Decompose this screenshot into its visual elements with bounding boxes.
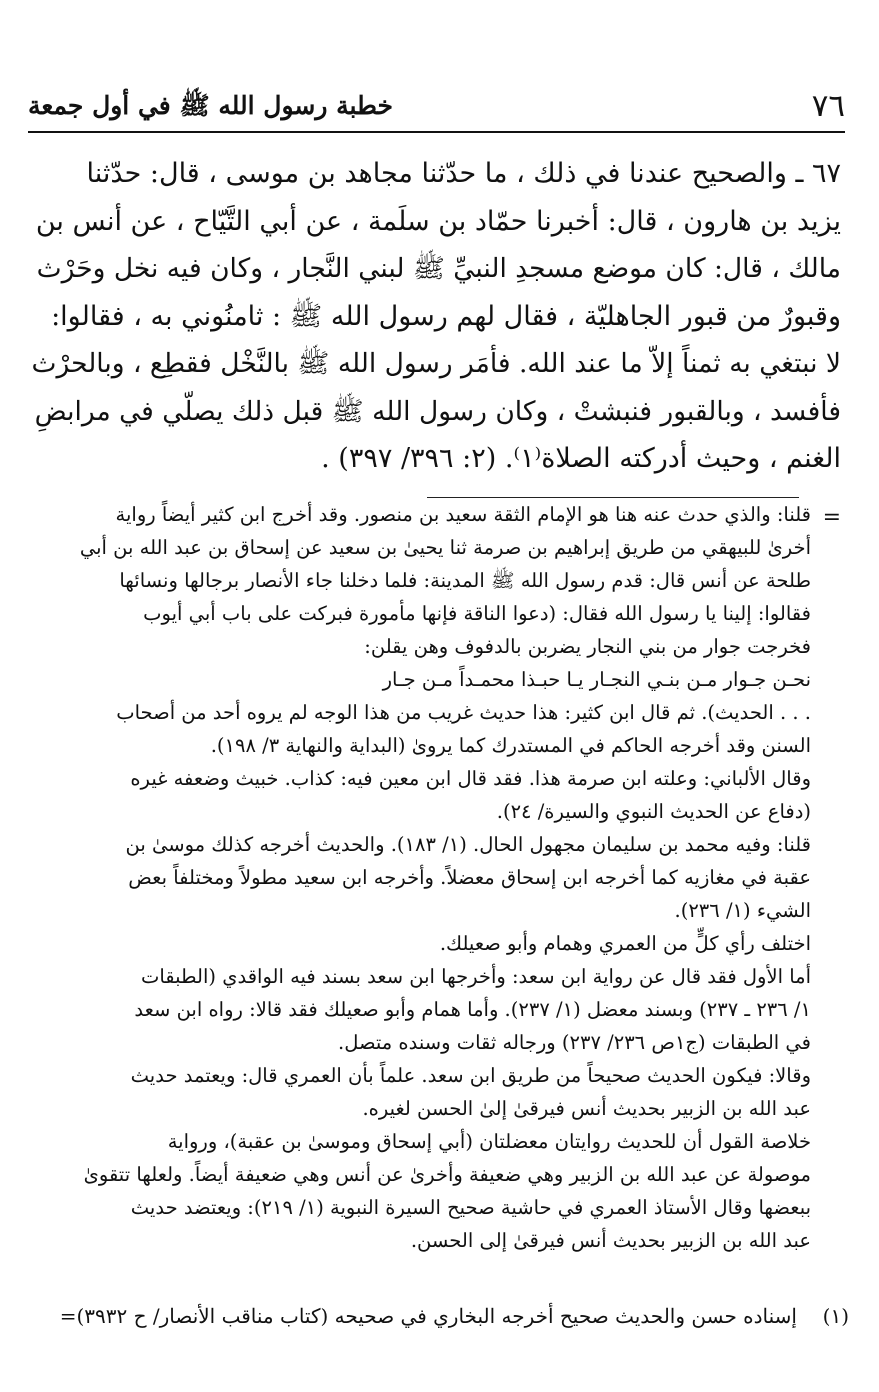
note-line: اختلف رأي كلٍّ من العمري وهمام وأبو صعيلك. (439, 932, 811, 955)
footnote-1 (40, 1296, 849, 1336)
main-text-line: الغنم ، وحيث أدركته الصلاة⁽١⁾. (٢: ٣٩٦/ ٣٩٧) . (321, 443, 841, 474)
note-line: فقالوا: إلينا يا رسول الله فقال: (دعوا الناقة فإنها مأمورة فبركت على باب أبي أيوب (143, 602, 811, 625)
note-line: عقبة في مغازيه كما أخرجه ابن إسحاق معضلاً. وأخرجه ابن سعيد مطولاً ومختلفاً بعض (128, 866, 811, 889)
running-title: خطبة رسول الله ﷺ في أول جمعة (28, 91, 394, 120)
main-text-line: يزيد بن هارون ، قال: أخبرنا حمّاد بن سلَمة ، عن أبي التَّيّاح ، عن أنس بن (35, 205, 841, 237)
note-line: عبد الله بن الزبير بحديث أنس فيرقىٰ إلى الحسن. (410, 1229, 811, 1252)
note-line: فخرجت جوار من بني النجار يضربن بالدفوف وهن يقلن: (364, 635, 811, 658)
note-line: (دفاع عن الحديث النبوي والسيرة/ ٢٤). (496, 800, 811, 823)
footnote-marker: (١) (822, 1304, 849, 1328)
main-text-line: فأفسد ، وبالقبور فنبشتْ ، وكان رسول الله ﷺ قبل ذلك يصلّي في مرابضِ (34, 395, 841, 427)
page-number: ٧٦ (811, 88, 845, 124)
continuation-marker: = (822, 505, 841, 530)
note-line: وقال الألباني: وعلته ابن صرمة هذا. فقد قال ابن معين فيه: كذاب. خبيث وضعفه غيره (130, 767, 811, 790)
page-header (28, 86, 845, 130)
main-text (30, 150, 841, 483)
note-line: ببعضها وقال الأستاذ العمري في حاشية صحيح السيرة النبوية (١/ ٢١٩): ويعتضد حديث (130, 1196, 811, 1219)
note-line: قلنا: وفيه محمد بن سليمان مجهول الحال. (١/ ١٨٣). والحديث أخرجه كذلك موسىٰ بن (125, 833, 811, 856)
note-line: السنن وقد أخرجه الحاكم في المستدرك كما يروىٰ (البداية والنهاية ٣/ ١٩٨). (210, 734, 811, 757)
main-text-line: ٦٧ ـ والصحيح عندنا في ذلك ، ما حدّثنا مجاهد بن موسى ، قال: حدّثنا (86, 158, 841, 189)
main-text-line: مالك ، قال: كان موضع مسجدِ النبيِّ ﷺ لبني النَّجار ، وكان فيه نخل وحَرْث (36, 253, 841, 284)
poem-line: نحـن جـوار مـن بنـي النجـار يـا حبـذا محمـداً مـن جـار (382, 668, 811, 691)
note-line: أما الأول فقد قال عن رواية ابن سعد: وأخرجها ابن سعد بسند فيه الواقدي (الطبقات (141, 965, 811, 988)
note-line: عبد الله بن الزبير بحديث أنس فيرقىٰ إلىٰ الحسن لغيره. (362, 1097, 811, 1120)
header-rule (28, 131, 845, 133)
note-line: الشيء (١/ ٢٣٦). (674, 899, 811, 922)
note-line: أخرىٰ للبيهقي من طريق إبراهيم بن صرمة ثنا يحيىٰ بن سعيد عن إسحاق بن عبد الله بن أبي (79, 536, 811, 559)
note-line: خلاصة القول أن للحديث روايتان معضلتان (أبي إسحاق وموسىٰ بن عقبة)، ورواية (167, 1130, 811, 1153)
main-text-line: وقبورٌ من قبور الجاهليّة ، فقال لهم رسول الله ﷺ : ثامنُوني به ، فقالوا: (51, 300, 841, 332)
note-line: وقالا: فيكون الحديث صحيحاً من طريق ابن سعد. علماً بأن العمري قال: ويعتمد حديث (130, 1064, 811, 1087)
note-line: قلنا: والذي حدث عنه هنا هو الإمام الثقة سعيد بن منصور. وقد أخرج ابن كثير أيضاً رواية (115, 503, 811, 526)
main-text-line: لا نبتغي به ثمناً إلاّ ما عند الله. فأمَر رسول الله ﷺ بالنَّخْل فقطِع ، وبالحرْث (31, 348, 841, 379)
note-line: موصولة عن عبد الله بن الزبير وهي ضعيفة وأخرىٰ عن أنس وهي ضعيفة أيضاً. ولعلها تتقوىٰ (83, 1163, 811, 1186)
note-line: . . . الحديث). ثم قال ابن كثير: هذا حديث غريب من هذا الوجه لم يروه أحد من أصحاب (116, 701, 811, 724)
note-line: طلحة عن أنس قال: قدم رسول الله ﷺ المدينة: فلما دخلنا جاء الأنصار برجالها ونسائها (119, 569, 811, 592)
footnote-text: إسناده حسن والحديث صحيح أخرجه البخاري في صحيحه (كتاب مناقب الأنصار/ ح ٣٩٣٢)= (59, 1304, 797, 1328)
note-line: ١/ ٢٣٦ ـ ٢٣٧) وبسند معضل (١/ ٢٣٧). وأما همام وأبو صعيلك فقد قالا: رواه ابن سعد (134, 998, 811, 1021)
footnote-continuation (44, 498, 811, 1257)
note-line: في الطبقات (ج١ص ٢٣٦/ ٢٣٧) ورجاله ثقات وسنده متصل. (338, 1031, 811, 1054)
